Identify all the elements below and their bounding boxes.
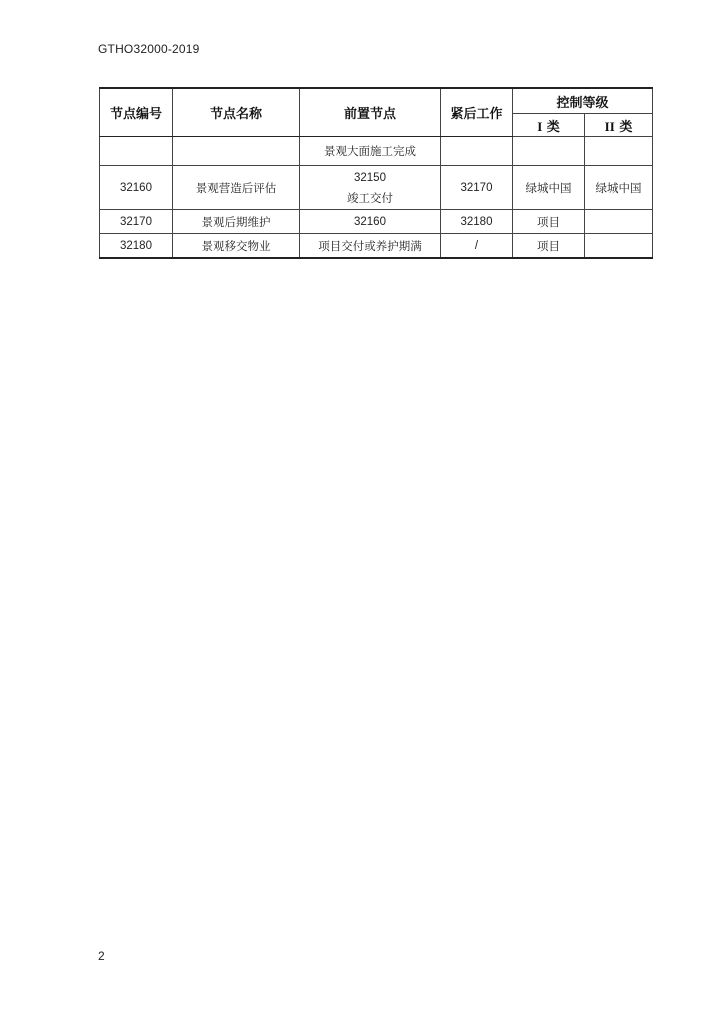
cell-node-name: 景观营造后评估 [173, 166, 300, 210]
cell-predecessor: 景观大面施工完成 [300, 137, 441, 166]
header-successor: 紧后工作 [441, 88, 513, 137]
cell-class-1: 项目 [513, 234, 585, 259]
class-1-word: 类 [546, 119, 560, 135]
cell-node-name: 景观移交物业 [173, 234, 300, 259]
cell-predecessor: 项目交付或养护期满 [300, 234, 441, 259]
cell-class-1 [513, 137, 585, 166]
cell-class-2 [585, 234, 653, 259]
table-header-row [100, 88, 653, 114]
cell-node-name [173, 137, 300, 166]
cell-successor: / [441, 234, 513, 259]
cell-class-2 [585, 137, 653, 166]
header-control-level: 控制等级 [513, 88, 653, 114]
header-class-2 [585, 114, 653, 137]
predecessor-node-number: 32150 [354, 171, 386, 184]
cell-class-1: 绿城中国 [513, 166, 585, 210]
cell-predecessor: 32160 [300, 210, 441, 234]
cell-predecessor [300, 166, 441, 210]
cell-node-name: 景观后期维护 [173, 210, 300, 234]
cell-node-number: 32170 [100, 210, 173, 234]
header-node-name: 节点名称 [173, 88, 300, 137]
table-row [100, 166, 653, 210]
node-table [99, 87, 653, 259]
header-class-1 [513, 114, 585, 137]
document-code: GTHO32000-2019 [98, 42, 200, 56]
class-2-numeral: II [604, 118, 615, 134]
cell-class-2 [585, 210, 653, 234]
table-row [100, 234, 653, 259]
cell-successor: 32170 [441, 166, 513, 210]
header-predecessor: 前置节点 [300, 88, 441, 137]
cell-node-number [100, 137, 173, 166]
class-2-word: 类 [619, 119, 633, 135]
predecessor-node-name: 竣工交付 [347, 190, 393, 205]
table-row [100, 210, 653, 234]
cell-successor [441, 137, 513, 166]
table-row [100, 137, 653, 166]
header-node-number: 节点编号 [100, 88, 173, 137]
cell-successor: 32180 [441, 210, 513, 234]
page-number: 2 [98, 949, 105, 963]
cell-class-2: 绿城中国 [585, 166, 653, 210]
cell-node-number: 32160 [100, 166, 173, 210]
class-1-numeral: I [537, 118, 543, 134]
cell-class-1: 项目 [513, 210, 585, 234]
cell-node-number: 32180 [100, 234, 173, 259]
